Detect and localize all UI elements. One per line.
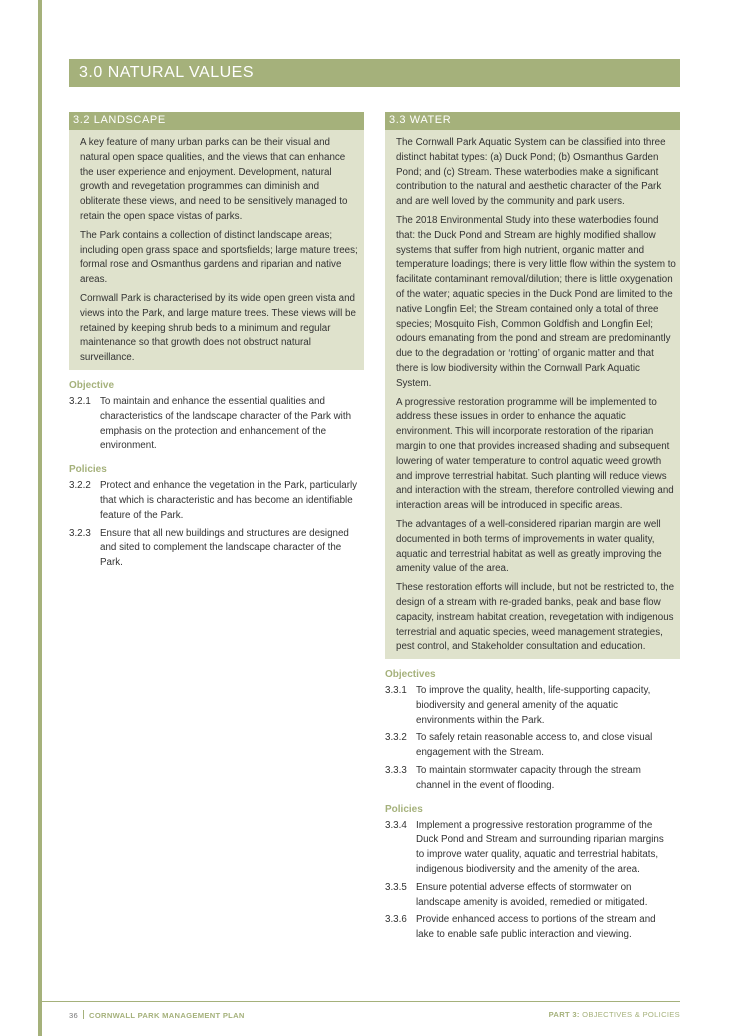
item-number: 3.3.4 bbox=[385, 819, 407, 831]
footer-right bbox=[549, 1010, 680, 1019]
list-item bbox=[385, 684, 680, 728]
item-number: 3.2.1 bbox=[69, 395, 91, 407]
water-column bbox=[385, 112, 680, 946]
landscape-heading: 3.2 LANDSCAPE bbox=[69, 112, 364, 130]
item-number: 3.2.3 bbox=[69, 527, 91, 539]
item-text: Implement a progressive restoration programme of the Duck Pond and Stream and surrounding riparian margins to improve water quality, aquatic and terrestrial habitats, indigenous biodiversity and the amenity of the area. bbox=[416, 819, 664, 876]
landscape-column bbox=[69, 112, 364, 574]
list-item bbox=[385, 819, 680, 878]
footer-separator bbox=[83, 1010, 84, 1019]
item-text: To maintain and enhance the essential qualities and characteristics of the landscape character of the Park with emphasis on the protection and enhancement of the environment. bbox=[100, 395, 352, 452]
item-text: To safely retain reasonable access to, and close visual engagement with the Stream. bbox=[416, 732, 653, 759]
item-text: Protect and enhance the vegetation in the Park, particularly that which is characteristic and has become an identifiable feature of the Park. bbox=[100, 480, 358, 521]
paragraph: The Park contains a collection of distinct landscape areas; including open grass space and sportsfields; large mature trees; formal rose and Osmanthus gardens and riparian and native areas. bbox=[80, 229, 358, 286]
list-item bbox=[385, 764, 680, 794]
policies-label: Policies bbox=[385, 803, 423, 815]
objectives-label: Objectives bbox=[385, 669, 436, 681]
paragraph: These restoration efforts will include, but not be restricted to, the design of a stream with re-graded banks, peak and base flow capacity, instream habitat creation, revegetation with indigenous terrestrial and aquatic species, weed management strategies, pest control, and Stakeholder consultation and education. bbox=[396, 582, 675, 653]
item-number: 3.3.1 bbox=[385, 685, 407, 697]
item-number: 3.3.6 bbox=[385, 914, 407, 926]
list-item bbox=[385, 731, 680, 761]
paragraph: A progressive restoration programme will be implemented to address these issues in order to enhance the aquatic environment. This will incorporate restoration of the riparian margin to one that provides increased shading and subsequent lowering of water temperature to control aquatic weed growth and improve terrestrial habitat. Such planting will reduce views and interaction with the stream, therefore controlled viewing and interaction areas will be introduced in specific areas. bbox=[396, 396, 674, 512]
paragraph: A key feature of many urban parks can be their visual and natural open space qualities, and the views that can enhance the user experience and enjoyment. Development, natural growth and revegetation programmes can diminish and obliterate these views, and need to be sensitively managed to retain the open space vistas of parks. bbox=[80, 137, 348, 222]
footer-divider bbox=[42, 1001, 680, 1002]
document-title: CORNWALL PARK MANAGEMENT PLAN bbox=[89, 1011, 245, 1020]
paragraph: The advantages of a well-considered riparian margin are well documented in both terms of improvements in water quality, aquatic and terrestrial habitat as well as greatly improving the amenity value of the area. bbox=[396, 518, 662, 575]
water-intro-panel bbox=[385, 130, 680, 659]
item-number: 3.3.3 bbox=[385, 765, 407, 777]
list-item bbox=[385, 881, 680, 911]
item-number: 3.3.2 bbox=[385, 732, 407, 744]
list-item bbox=[69, 527, 364, 571]
item-number: 3.3.5 bbox=[385, 881, 407, 893]
item-text: Ensure potential adverse effects of stormwater on landscape amenity is avoided, remedied or mitigated. bbox=[416, 881, 648, 908]
item-number: 3.2.2 bbox=[69, 480, 91, 492]
paragraph: The 2018 Environmental Study into these waterbodies found that: the Duck Pond and Stream are highly modified shallow systems that suffer from high nutrient, organic matter and temperature loadings; there is very little flow within the system to facilitate contaminant removal/dilution; there is little oxygenation of the water; aquatic species in the Duck Pond are limited to the native Longfin Eel; the Stream contained only a total of three species; Mosquito Fish, Common Goldfish and Longfin Eel; odours emanating from the pond and stream are predominantly due to the degradation or ‘rotting’ of organic matter and that there is low biodiversity within the Cornwall Park Aquatic System. bbox=[396, 214, 676, 389]
objective-label: Objective bbox=[69, 379, 115, 391]
left-margin-rule bbox=[38, 0, 42, 1036]
water-heading: 3.3 WATER bbox=[385, 112, 680, 130]
part-label: PART 3: bbox=[548, 1010, 580, 1019]
item-text: Ensure that all new buildings and structures are designed and sited to complement the landscape character of the Park. bbox=[100, 527, 349, 569]
list-item bbox=[69, 395, 364, 454]
item-text: To improve the quality, health, life-supporting capacity, biodiversity and general amenity of the aquatic environments within the Park. bbox=[416, 685, 651, 726]
paragraph: The Cornwall Park Aquatic System can be classified into three distinct habitat types: (a) Duck Pond; (b) Osmanthus Garden Pond; and (c) Stream. These waterbodies make a significant contribution to the natural and aesthetic character of the Park and are well loved by the community and park users. bbox=[396, 137, 666, 208]
list-item bbox=[69, 479, 364, 523]
section-title: 3.0 NATURAL VALUES bbox=[69, 59, 680, 87]
list-item bbox=[385, 913, 680, 943]
landscape-intro-panel bbox=[69, 130, 364, 370]
item-text: Provide enhanced access to portions of the stream and lake to enable safe public interaction and viewing. bbox=[416, 914, 656, 941]
page-number: 36 bbox=[69, 1011, 79, 1020]
footer-left bbox=[69, 1010, 245, 1020]
part-title: OBJECTIVES & POLICIES bbox=[582, 1010, 680, 1019]
item-text: To maintain stormwater capacity through the stream channel in the event of flooding. bbox=[416, 765, 641, 791]
paragraph: Cornwall Park is characterised by its wide open green vista and views into the Park, and large mature trees. These views will be retained by keeping shrub beds to a minimum and regular maintenance so that growth does not obstruct natural surveillance. bbox=[80, 292, 356, 364]
policies-label: Policies bbox=[69, 464, 107, 476]
